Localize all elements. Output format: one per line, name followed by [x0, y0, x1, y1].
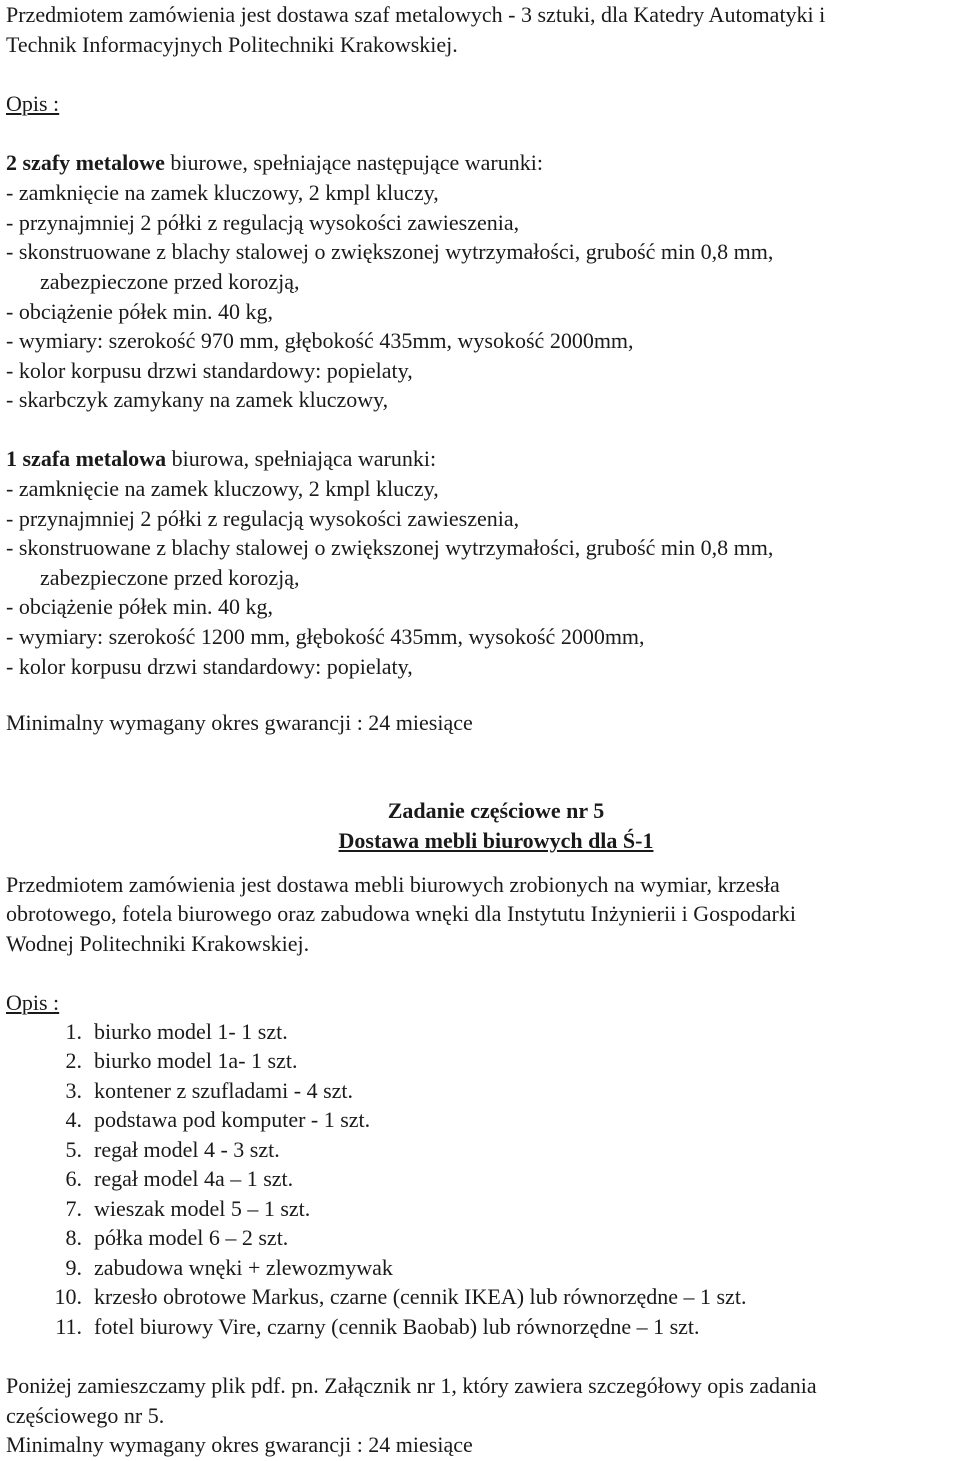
list-item-text: podstawa pod komputer - 1 szt. — [94, 1107, 371, 1132]
list-item — [30, 1282, 746, 1312]
list-item — [30, 1017, 288, 1047]
s2-note-line-1: Poniżej zamieszczamy plik pdf. pn. Załącznik nr 1, który zawiera szczegółowy opis zadania — [6, 1373, 817, 1398]
list-item-text: zabudowa wnęki + zlewozmywak — [94, 1255, 393, 1280]
list-item-text: regał model 4 - 3 szt. — [94, 1137, 280, 1162]
s1-b-item: - skonstruowane z blachy stalowej o zwiększonej wytrzymałości, grubość min 0,8 mm, — [6, 535, 774, 560]
list-item-text: krzesło obrotowe Markus, czarne (cennik IKEA) lub równorzędne – 1 szt. — [94, 1284, 747, 1309]
list-item-number: 2. — [65, 1048, 82, 1073]
s1-a-item: - skonstruowane z blachy stalowej o zwiększonej wytrzymałości, grubość min 0,8 mm, — [6, 239, 774, 264]
list-item-number: 9. — [65, 1255, 82, 1280]
s1-a-item: - obciążenie półek min. 40 kg, — [6, 299, 273, 324]
list-item — [30, 1105, 370, 1135]
list-item-text: fotel biurowy Vire, czarny (cennik Baobab) lub równorzędne – 1 szt. — [94, 1314, 700, 1339]
s2-intro-line-1: Przedmiotem zamówienia jest dostawa mebli biurowych zrobionych na wymiar, krzesła — [6, 872, 780, 897]
s1-a-item: - wymiary: szerokość 970 mm, głębokość 435mm, wysokość 2000mm, — [6, 328, 634, 353]
list-item — [30, 1194, 310, 1224]
list-item — [30, 1223, 288, 1253]
s1-cabinet-b-heading — [6, 444, 436, 474]
s1-b-item: zabezpieczone przed korozją, — [40, 565, 300, 590]
s1-cabinets-a-rest: biurowe, spełniające następujące warunki: — [164, 150, 543, 175]
list-item-number: 11. — [55, 1314, 82, 1339]
s2-opis-heading: Opis : — [6, 990, 60, 1015]
list-item-number: 1. — [65, 1019, 82, 1044]
s2-intro-line-3: Wodnej Politechniki Krakowskiej. — [6, 931, 310, 956]
s1-b-item: - przynajmniej 2 półki z regulacją wysokości zawieszenia, — [6, 506, 520, 531]
list-item-number: 10. — [54, 1284, 82, 1309]
list-item-number: 4. — [65, 1107, 82, 1132]
s1-opis-heading: Opis : — [6, 91, 60, 116]
list-item-text: biurko model 1- 1 szt. — [94, 1019, 288, 1044]
s2-intro-line-2: obrotowego, fotela biurowego oraz zabudowa wnęki dla Instytutu Inżynierii i Gospodarki — [6, 901, 796, 926]
s2-title: Zadanie częściowe nr 5 — [387, 798, 605, 823]
s2-note-line-2: częściowego nr 5. — [6, 1403, 165, 1428]
s1-a-item: - skarbczyk zamykany na zamek kluczowy, — [6, 387, 389, 412]
list-item-number: 3. — [65, 1078, 82, 1103]
list-item — [30, 1164, 293, 1194]
s1-b-item: - zamknięcie na zamek kluczowy, 2 kmpl kluczy, — [6, 476, 439, 501]
s1-intro-line-1: Przedmiotem zamówienia jest dostawa szaf metalowych - 3 sztuki, dla Katedry Automatyki i — [6, 2, 826, 27]
list-item-text: wieszak model 5 – 1 szt. — [94, 1196, 311, 1221]
list-item — [30, 1253, 393, 1283]
list-item-text: regał model 4a – 1 szt. — [94, 1166, 294, 1191]
s1-b-item: - wymiary: szerokość 1200 mm, głębokość 435mm, wysokość 2000mm, — [6, 624, 645, 649]
s1-a-item: - kolor korpusu drzwi standardowy: popielaty, — [6, 358, 413, 383]
s2-subtitle: Dostawa mebli biurowych dla Ś-1 — [338, 828, 654, 853]
list-item-number: 7. — [65, 1196, 82, 1221]
s1-cabinets-a-bold: 2 szafy metalowe — [6, 150, 165, 175]
list-item — [30, 1046, 297, 1076]
s1-a-item: zabezpieczone przed korozją, — [40, 269, 300, 294]
s1-warranty: Minimalny wymagany okres gwarancji : 24 miesiące — [6, 710, 473, 735]
list-item-text: kontener z szufladami - 4 szt. — [94, 1078, 354, 1103]
list-item-number: 5. — [65, 1137, 82, 1162]
list-item-number: 8. — [65, 1225, 82, 1250]
s1-cabinet-b-bold: 1 szafa metalowa — [6, 446, 167, 471]
list-item-text: półka model 6 – 2 szt. — [94, 1225, 289, 1250]
s1-b-item: - obciążenie półek min. 40 kg, — [6, 594, 273, 619]
s1-cabinet-b-rest: biurowa, spełniająca warunki: — [166, 446, 437, 471]
s1-cabinets-a-heading — [6, 148, 543, 178]
s1-intro-line-2: Technik Informacyjnych Politechniki Krakowskiej. — [6, 32, 458, 57]
s1-b-item: - kolor korpusu drzwi standardowy: popielaty, — [6, 654, 413, 679]
s1-a-item: - przynajmniej 2 półki z regulacją wysokości zawieszenia, — [6, 210, 520, 235]
list-item-number: 6. — [65, 1166, 82, 1191]
list-item — [30, 1135, 280, 1165]
list-item — [30, 1076, 353, 1106]
list-item — [30, 1312, 700, 1342]
list-item-text: biurko model 1a- 1 szt. — [94, 1048, 298, 1073]
s1-a-item: - zamknięcie na zamek kluczowy, 2 kmpl kluczy, — [6, 180, 439, 205]
s2-warranty: Minimalny wymagany okres gwarancji : 24 miesiące — [6, 1432, 473, 1457]
